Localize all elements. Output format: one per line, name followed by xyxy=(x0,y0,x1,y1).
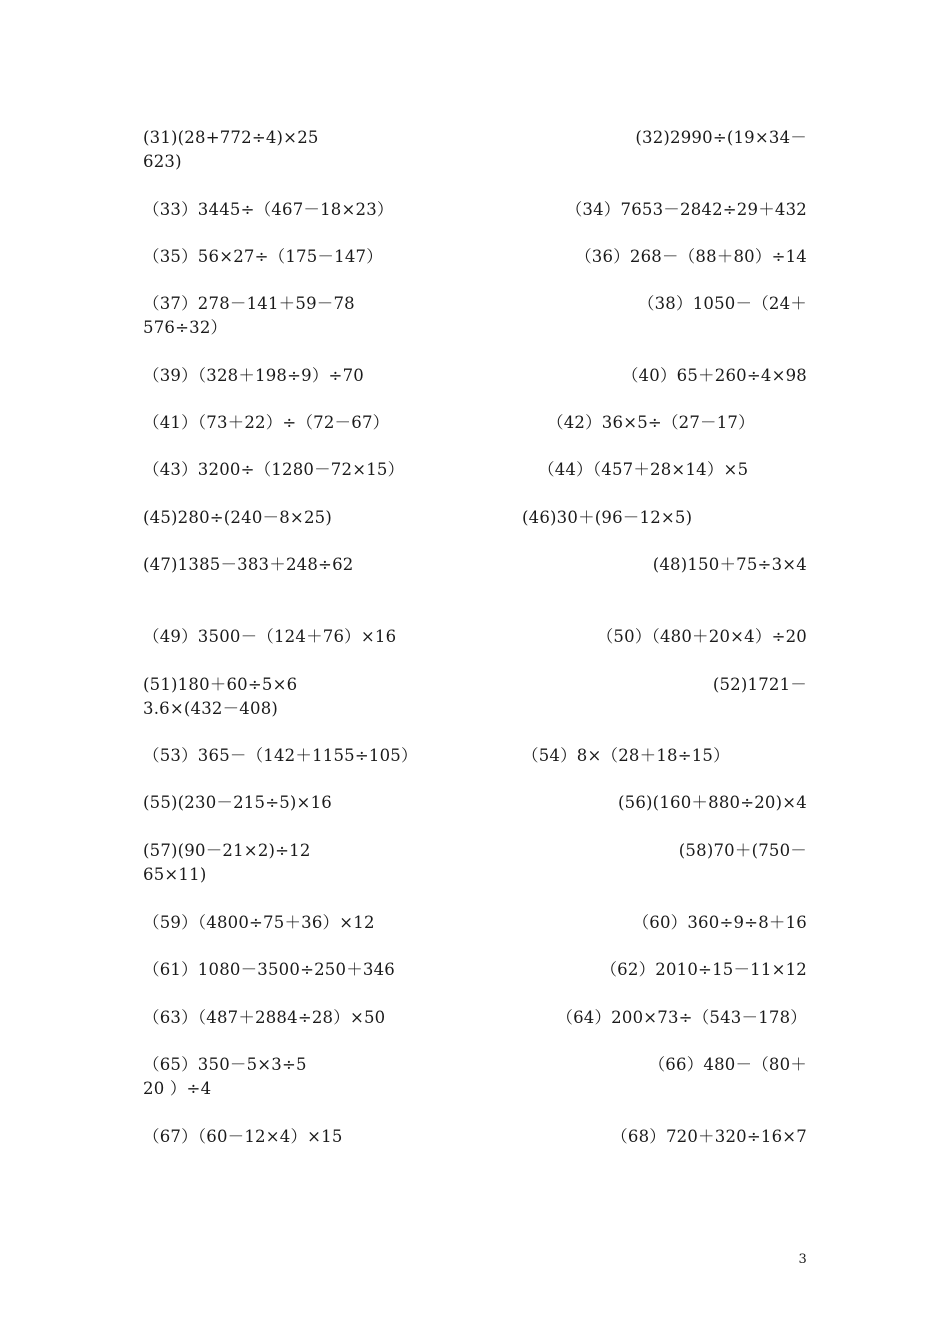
problem-44: （44）（457＋28×14）×5 xyxy=(538,460,749,479)
problem-41: （41）（73＋22）÷（72－67） xyxy=(143,413,390,432)
problem-31-32-continuation: 623) xyxy=(143,152,182,171)
problem-53: （53）365－（142＋1155÷105） xyxy=(143,746,418,765)
problem-57-58-continuation: 65×11) xyxy=(143,865,207,884)
problem-66: （66）480－（80＋ xyxy=(648,1055,807,1074)
problem-54: （54）8×（28＋18÷15） xyxy=(522,746,730,765)
problem-46: (46)30＋(96－12×5) xyxy=(522,508,693,527)
problem-55: (55)(230－215÷5)×16 xyxy=(143,793,332,812)
problem-58: (58)70＋(750－ xyxy=(678,841,807,860)
problem-61: （61）1080－3500÷250＋346 xyxy=(143,960,395,979)
problem-67: （67）（60－12×4）×15 xyxy=(143,1127,343,1146)
page-number: 3 xyxy=(798,1252,807,1267)
problem-52: (52)1721－ xyxy=(712,675,807,694)
problem-33: （33）3445÷（467－18×23） xyxy=(143,200,394,219)
problem-57: (57)(90－21×2)÷12 xyxy=(143,841,311,860)
problem-40: （40）65＋260÷4×98 xyxy=(621,366,807,385)
problem-32: (32)2990÷(19×34－ xyxy=(635,128,807,147)
problem-63: （63）（487＋2884÷28）×50 xyxy=(143,1008,386,1027)
problem-45: (45)280÷(240－8×25) xyxy=(143,508,332,527)
problem-37-38-continuation: 576÷32） xyxy=(143,318,228,337)
problem-62: （62）2010÷15－11×12 xyxy=(600,960,807,979)
problem-68: （68）720＋320÷16×7 xyxy=(611,1127,807,1146)
problem-36: （36）268－（88＋80）÷14 xyxy=(575,247,807,266)
problem-47: (47)1385－383＋248÷62 xyxy=(143,555,354,574)
problem-64: （64）200×73÷（543－178） xyxy=(556,1008,807,1027)
problem-51-52-continuation: 3.6×(432－408) xyxy=(143,699,279,718)
problem-35: （35）56×27÷（175－147） xyxy=(143,247,383,266)
problem-48: (48)150＋75÷3×4 xyxy=(652,555,807,574)
problem-49: （49）3500－（124＋76）×16 xyxy=(143,627,397,646)
problem-59: （59）（4800÷75＋36）×12 xyxy=(143,913,375,932)
problem-38: （38）1050－（24＋ xyxy=(637,294,807,313)
problem-51: (51)180＋60÷5×6 xyxy=(143,675,298,694)
problem-31: (31)(28+772÷4)×25 xyxy=(143,128,319,147)
problem-65-66-continuation: 20 ）÷4 xyxy=(143,1079,212,1098)
problem-37: （37）278－141＋59－78 xyxy=(143,294,355,313)
problem-39: （39）（328＋198÷9）÷70 xyxy=(143,366,364,385)
problem-50: （50）（480＋20×4）÷20 xyxy=(596,627,807,646)
problem-42: （42）36×5÷（27－17） xyxy=(547,413,755,432)
problem-65: （65）350－5×3÷5 xyxy=(143,1055,307,1074)
problem-43: （43）3200÷（1280－72×15） xyxy=(143,460,405,479)
problem-60: （60）360÷9÷8＋16 xyxy=(632,913,807,932)
problem-56: (56)(160＋880÷20)×4 xyxy=(618,793,807,812)
problem-34: （34）7653－2842÷29＋432 xyxy=(565,200,807,219)
